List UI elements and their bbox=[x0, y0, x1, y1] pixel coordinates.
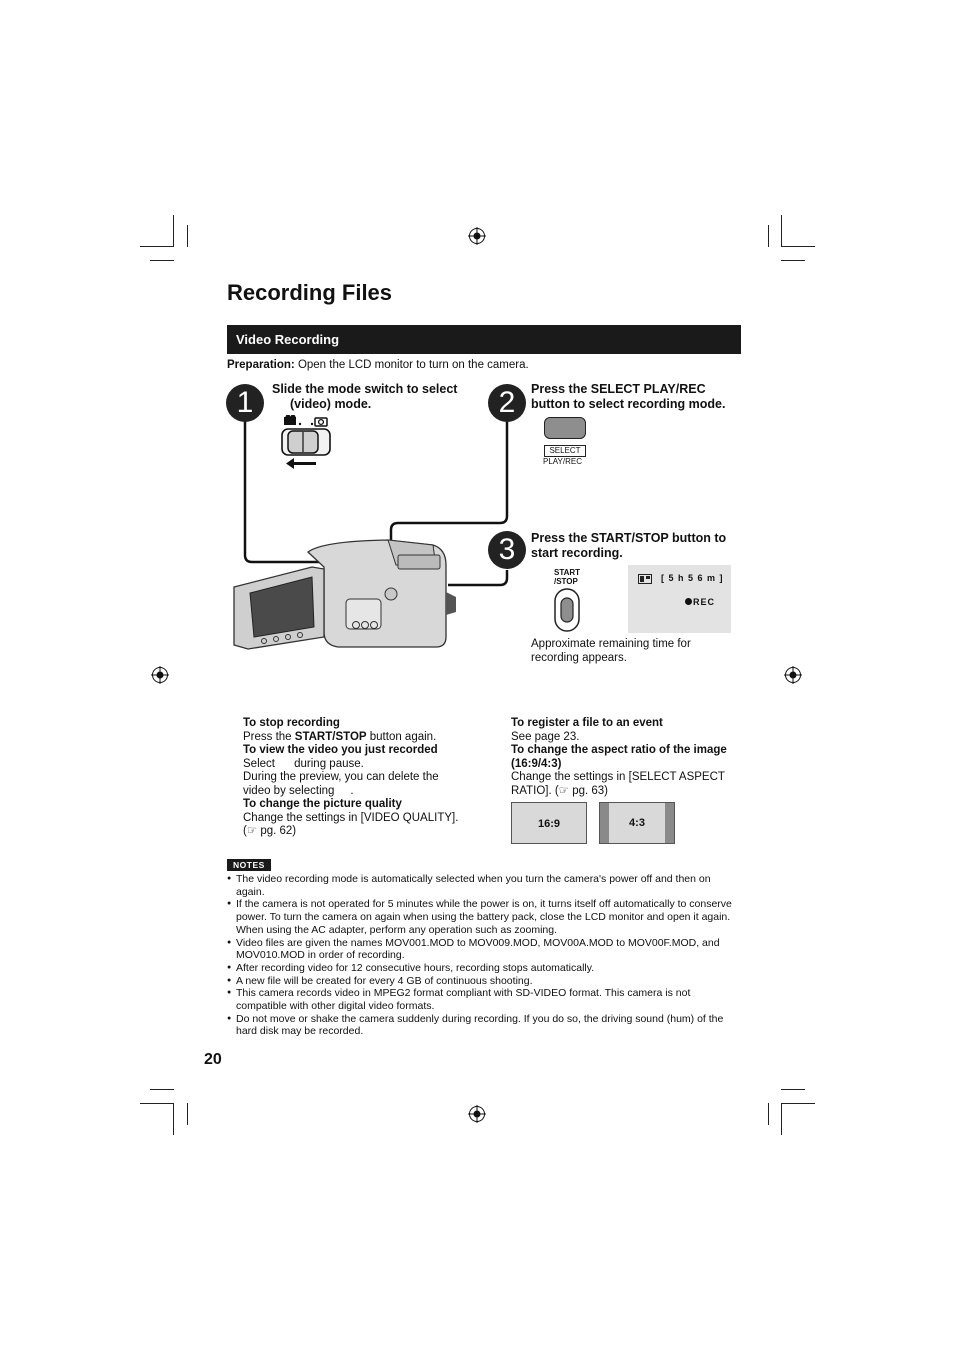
lcd-screen-display bbox=[628, 565, 731, 633]
note-item: ● After recording video for 12 consecutive hours, recording stops automatically. bbox=[227, 962, 739, 975]
view-video-text: During the preview, you can delete the bbox=[243, 771, 439, 783]
preparation-text: Preparation: Open the LCD monitor to turn on the camera. bbox=[227, 359, 529, 371]
notes-label: NOTES bbox=[227, 859, 271, 871]
mode-switch-icon bbox=[280, 415, 332, 471]
picture-quality-text: (☞ pg. 62) bbox=[243, 825, 297, 837]
page-title: Recording Files bbox=[227, 280, 393, 305]
play-rec-button-label: PLAY/REC bbox=[543, 457, 582, 466]
aspect-4-3-preview bbox=[599, 802, 675, 844]
select-play-rec-button[interactable] bbox=[544, 417, 586, 439]
video-quality-icon bbox=[638, 574, 652, 584]
stop-recording-text: Press the START/STOP button again. bbox=[243, 730, 437, 743]
step-3-instruction: Press the START/STOP button to start recording. bbox=[531, 531, 727, 560]
register-event-text: See page 23. bbox=[511, 730, 580, 743]
start-stop-button[interactable] bbox=[554, 588, 580, 632]
note-item: ● This camera records video in MPEG2 format compliant with SD-VIDEO format. This camera is not compatible with other digital video formats. bbox=[227, 987, 739, 1012]
picture-quality-heading: To change the picture quality bbox=[243, 798, 402, 810]
remaining-time-readout: [ 5 h 5 6 m ] bbox=[661, 573, 724, 583]
picture-quality-text: Change the settings in [VIDEO QUALITY]. bbox=[243, 811, 459, 824]
select-button-label: SELECT bbox=[544, 445, 586, 457]
aspect-ratio-heading: To change the aspect ratio of the image bbox=[511, 744, 727, 756]
step-3-caption: Approximate remaining time for recording appears. bbox=[531, 638, 691, 664]
note-item: ● A new file will be created for every 4 GB of continuous shooting. bbox=[227, 975, 739, 988]
step-number-1: 1 bbox=[226, 384, 264, 422]
left-info-column bbox=[243, 717, 493, 839]
stop-recording-heading: To stop recording bbox=[243, 717, 340, 729]
notes-list bbox=[227, 873, 739, 1038]
view-video-text: video by selecting . bbox=[243, 784, 354, 797]
rec-indicator: REC bbox=[685, 597, 715, 607]
aspect-ratio-text: Change the settings in [SELECT ASPECT bbox=[511, 771, 725, 783]
section-header: Video Recording bbox=[227, 325, 741, 354]
view-video-text: Select during pause. bbox=[243, 757, 364, 770]
view-video-heading: To view the video you just recorded bbox=[243, 744, 438, 756]
step-2-instruction: Press the SELECT PLAY/REC button to select recording mode. bbox=[531, 382, 726, 411]
camcorder-illustration bbox=[228, 537, 460, 652]
aspect-4-3-label: 4:3 bbox=[609, 803, 665, 843]
aspect-ratio-text: RATIO]. (☞ pg. 63) bbox=[511, 784, 609, 797]
registration-target-icon bbox=[468, 1105, 486, 1123]
record-dot-icon bbox=[685, 598, 692, 605]
page-number: 20 bbox=[204, 1051, 222, 1068]
note-item: ● If the camera is not operated for 5 minutes while the power is on, it turns itself off automatically to conserve power. To turn the camera on again when using the battery pack, close the LCD monitor and open it again. When using the AC adapter, perform any operation such as zooming. bbox=[227, 898, 739, 936]
aspect-ratio-heading: (16:9/4:3) bbox=[511, 757, 562, 770]
note-item: ● Do not move or shake the camera suddenly during recording. If you do so, the driving sound (hum) of the hard disk may be recorded. bbox=[227, 1013, 739, 1038]
note-item: ● Video files are given the names MOV001.MOD to MOV009.MOD, MOV00A.MOD to MOV00F.MOD, and MOV010.MOD in order of recording. bbox=[227, 937, 739, 962]
note-item: ● The video recording mode is automatically selected when you turn the camera's power off and then on again. bbox=[227, 873, 739, 898]
right-info-column bbox=[511, 717, 746, 798]
register-event-heading: To register a file to an event bbox=[511, 717, 663, 729]
start-stop-label: START /STOP bbox=[554, 568, 581, 586]
aspect-16-9-preview: 16:9 bbox=[511, 802, 587, 844]
step-1-instruction: Slide the mode switch to select (video) mode. bbox=[272, 382, 458, 411]
step-number-3: 3 bbox=[488, 531, 526, 569]
step-number-2: 2 bbox=[488, 384, 526, 422]
